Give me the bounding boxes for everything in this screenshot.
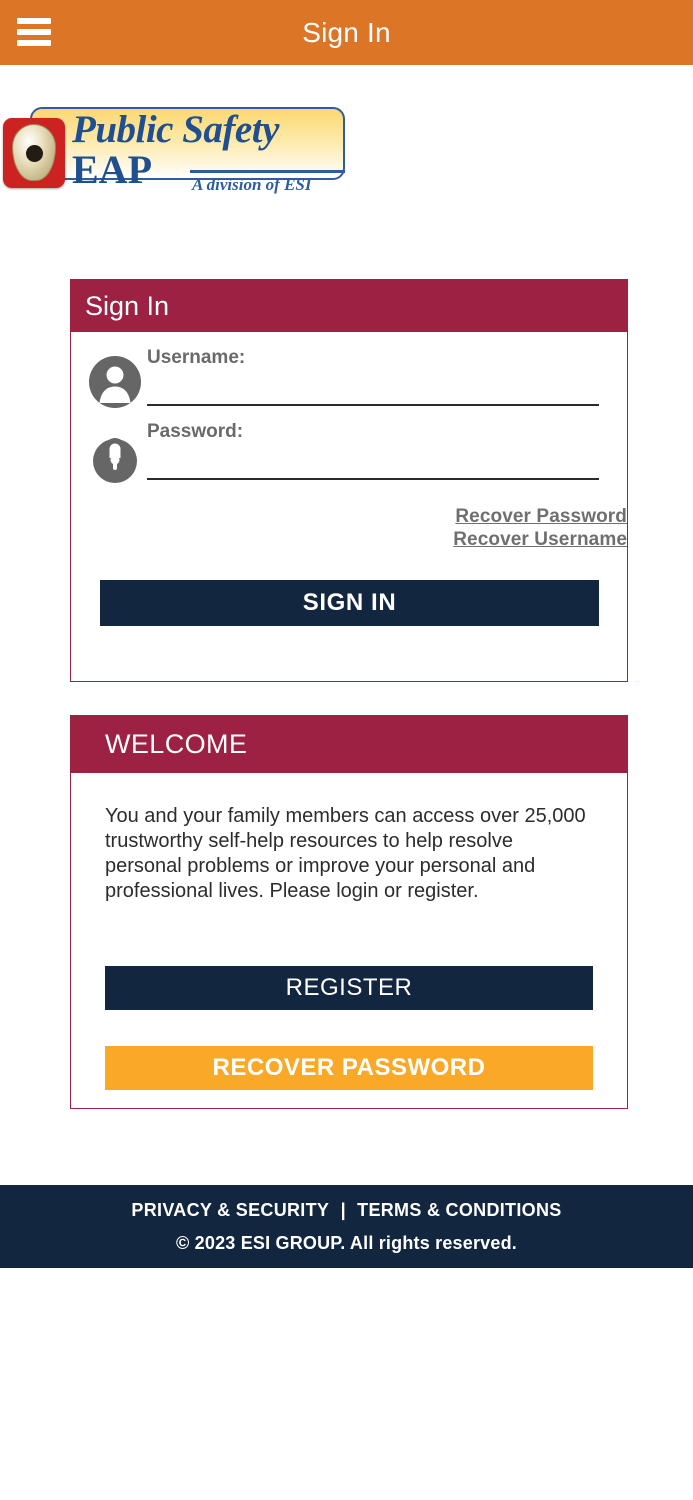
page-footer — [0, 1185, 693, 1268]
hamburger-bar-3 — [17, 40, 51, 46]
recover-password-button[interactable]: RECOVER PASSWORD — [105, 1046, 593, 1090]
recover-password-link[interactable]: Recover Password — [455, 506, 627, 527]
logo-line-2: EAP — [72, 147, 152, 192]
sign-in-card — [70, 279, 628, 682]
brand-logo — [0, 102, 350, 202]
password-label: Password: — [147, 421, 244, 442]
register-button[interactable]: REGISTER — [105, 966, 593, 1010]
app-header-bar — [0, 0, 693, 65]
user-avatar-icon — [87, 354, 143, 410]
terms-conditions-link[interactable]: TERMS & CONDITIONS — [357, 1200, 562, 1220]
hamburger-bar-1 — [17, 18, 51, 24]
privacy-security-link[interactable]: PRIVACY & SECURITY — [131, 1200, 330, 1220]
sign-in-card-header: Sign In — [71, 280, 627, 332]
welcome-description: You and your family members can access over 25,000 trustworthy self-help resources to help resolve personal problems or improve your personal and professional lives. Please login or register. — [105, 805, 586, 902]
logo-divider-rule — [190, 170, 345, 173]
sign-in-button[interactable]: SIGN IN — [100, 580, 599, 626]
recover-links-group — [71, 505, 627, 551]
padlock-icon — [87, 428, 143, 484]
badge-shield-shape — [12, 124, 56, 181]
hamburger-bar-2 — [17, 29, 51, 35]
recover-username-link[interactable]: Recover Username — [453, 529, 627, 550]
welcome-card — [70, 715, 628, 1109]
copyright-text: © 2023 ESI GROUP. All rights reserved. — [175, 1233, 517, 1253]
username-input[interactable] — [147, 372, 599, 406]
username-label: Username: — [147, 347, 246, 368]
logo-tagline: A division of ESI — [192, 175, 312, 194]
logo-line-1: Public Safety — [72, 108, 279, 151]
password-input[interactable] — [147, 446, 599, 480]
password-field-row — [71, 420, 627, 494]
police-badge-icon — [3, 118, 65, 188]
hamburger-menu-icon[interactable] — [14, 13, 54, 51]
username-field-row — [71, 346, 627, 420]
footer-separator: | — [340, 1200, 346, 1220]
sign-in-card-body — [71, 346, 627, 616]
page-title: Sign In — [302, 17, 391, 48]
welcome-card-header: WELCOME — [71, 716, 627, 773]
footer-links-row — [0, 1200, 693, 1221]
